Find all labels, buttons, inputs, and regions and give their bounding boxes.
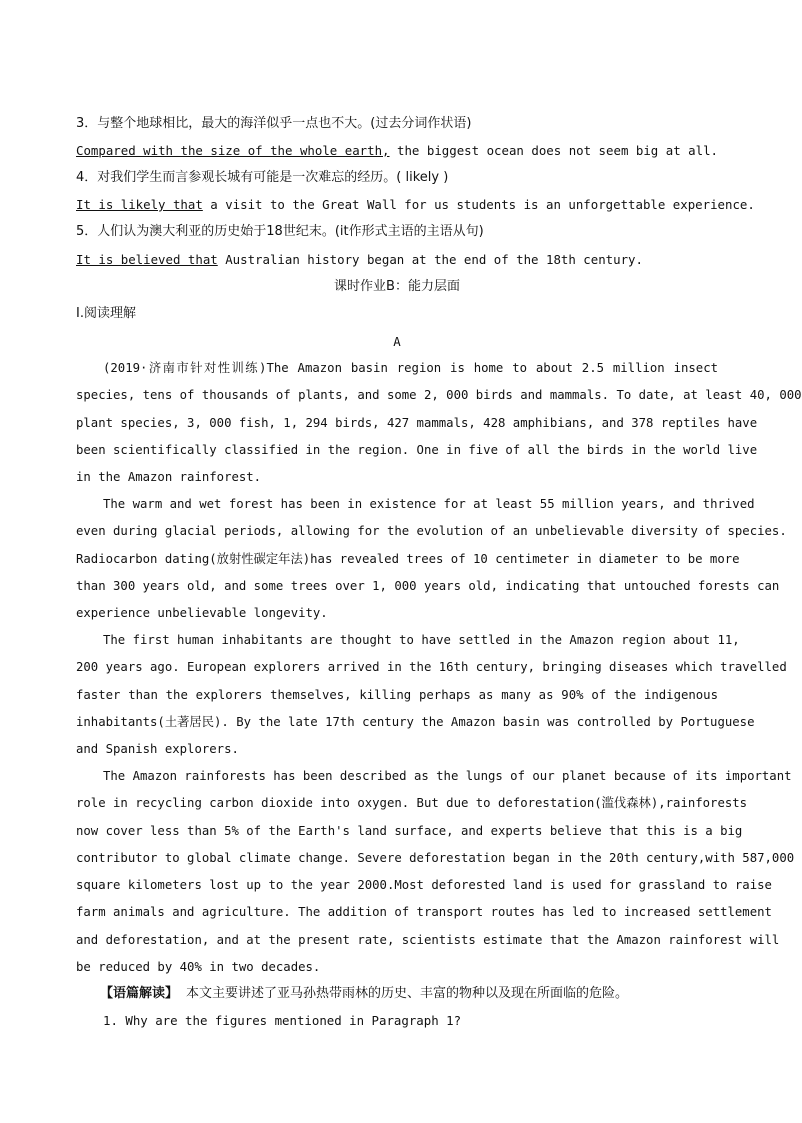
paragraph-4 bbox=[76, 763, 795, 981]
exercise-3-answer-underlined: Compared with the size of the whole earth, bbox=[76, 143, 390, 158]
paragraph-2 bbox=[76, 491, 787, 627]
paragraph-3 bbox=[76, 627, 787, 763]
exercise-4-answer-underlined: It is likely that bbox=[76, 197, 203, 212]
paragraph-line: square kilometers lost up to the year 2000.Most deforested land is used for grassland to raise bbox=[76, 878, 772, 893]
paragraph-line: inhabitants(土著居民). By the late 17th century the Amazon basin was controlled by Portuguese bbox=[76, 714, 755, 729]
paragraph-line: be reduced by 40% in two decades. bbox=[76, 960, 321, 975]
paragraph-line: contributor to global climate change. Severe deforestation began in the 20th century,with 587,000 bbox=[76, 850, 795, 865]
paragraph-line: than 300 years old, and some trees over 1, 000 years old, indicating that untouched forests can bbox=[76, 578, 780, 593]
exercise-5-answer-underlined: It is believed that bbox=[76, 252, 218, 267]
exercise-3-answer-rest: the biggest ocean does not seem big at all. bbox=[389, 143, 719, 158]
paragraph-line: experience unbelievable longevity. bbox=[76, 606, 328, 621]
paragraph-line: Radiocarbon dating(放射性碳定年法)has revealed trees of 10 centimeter in diameter to be more bbox=[76, 551, 740, 566]
paragraph-line: and Spanish explorers. bbox=[76, 742, 239, 757]
paragraph-line: species, tens of thousands of plants, and some 2, 000 birds and mammals. To date, at least 40, 000 bbox=[76, 388, 802, 403]
passage-label: A bbox=[393, 334, 401, 349]
paragraph-line: farm animals and agriculture. The addition of transport routes has led to increased settlement bbox=[76, 905, 772, 920]
exercise-3-prompt: 3．与整个地球相比，最大的海洋似乎一点也不大。(过去分词作状语) bbox=[76, 116, 472, 131]
exercise-4-answer bbox=[76, 197, 755, 213]
paragraph-line: in the Amazon rainforest. bbox=[76, 470, 262, 485]
paragraph-line: The Amazon rainforests has been described as the lungs of our planet because of its important bbox=[103, 769, 792, 783]
paragraph-line: role in recycling carbon dioxide into oxygen. But due to deforestation(滥伐森林),rainforests bbox=[76, 796, 748, 811]
paragraph-line: The warm and wet forest has been in existence for at least 55 million years, and thrived bbox=[103, 497, 755, 511]
exercise-5-answer bbox=[76, 252, 646, 268]
paragraph-1 bbox=[76, 355, 802, 491]
paragraph-line: (2019·济南市针对性训练)The Amazon basin region is home to about 2.5 million insect bbox=[103, 361, 718, 375]
part-title: Ⅰ.阅读理解 bbox=[76, 306, 136, 321]
paragraph-line: 200 years ago. European explorers arrived in the 16th century, bringing diseases which travelled bbox=[76, 660, 787, 675]
exercise-5-prompt: 5．人们认为澳大利亚的历史始于18世纪末。(it作形式主语的主语从句) bbox=[76, 224, 484, 239]
question-1: 1. Why are the figures mentioned in Paragraph 1? bbox=[103, 1013, 462, 1028]
summary-text: 本文主要讲述了亚马孙热带雨林的历史、丰富的物种以及现在所面临的危险。 bbox=[186, 986, 629, 1001]
paragraph-line: The first human inhabitants are thought to have settled in the Amazon region about 11, bbox=[103, 633, 740, 647]
exercise-5-answer-rest: Australian history began at the end of the 18th century. bbox=[217, 252, 643, 267]
section-title: 课时作业B：能力层面 bbox=[334, 279, 460, 294]
exercise-4-prompt: 4．对我们学生而言参观长城有可能是一次难忘的经历。( likely ) bbox=[76, 170, 449, 185]
exercise-3-answer bbox=[76, 143, 718, 159]
paragraph-line: and deforestation, and at the present rate, scientists estimate that the Amazon rainforest will bbox=[76, 932, 780, 947]
paragraph-line: been scientifically classified in the region. One in five of all the birds in the world live bbox=[76, 442, 758, 457]
summary-line bbox=[100, 986, 720, 1002]
paragraph-line: faster than the explorers themselves, killing perhaps as many as 90% of the indigenous bbox=[76, 687, 718, 702]
paragraph-line: even during glacial periods, allowing for the evolution of an unbelievable diversity of species. bbox=[76, 524, 787, 539]
paragraph-line: plant species, 3, 000 fish, 1, 294 birds, 427 mammals, 428 amphibians, and 378 reptiles have bbox=[76, 415, 758, 430]
exercise-4-answer-rest: a visit to the Great Wall for us students is an unforgettable experience. bbox=[202, 197, 755, 212]
paragraph-line: now cover less than 5% of the Earth's land surface, and experts believe that this is a big bbox=[76, 823, 743, 838]
summary-label: 【语篇解读】 bbox=[100, 986, 179, 1001]
